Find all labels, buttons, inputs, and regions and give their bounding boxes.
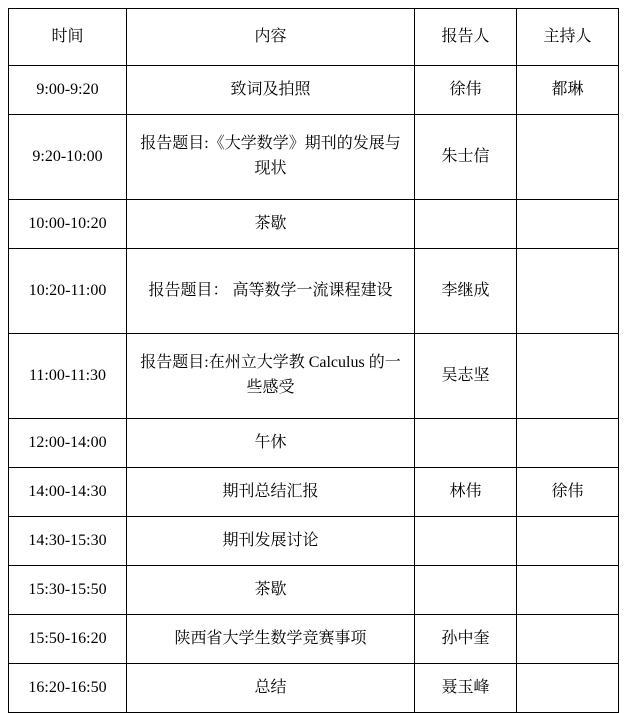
cell-time: 15:30-15:50 bbox=[9, 566, 127, 615]
table-row bbox=[9, 115, 619, 200]
column-header-speaker: 报告人 bbox=[415, 9, 517, 66]
cell-speaker bbox=[415, 200, 517, 249]
cell-content: 报告题目:《大学数学》期刊的发展与现状 bbox=[127, 115, 415, 200]
cell-host: 都琳 bbox=[517, 66, 619, 115]
cell-content: 报告题目:在州立大学教 Calculus 的一些感受 bbox=[127, 334, 415, 419]
cell-content: 期刊总结汇报 bbox=[127, 468, 415, 517]
cell-speaker: 徐伟 bbox=[415, 66, 517, 115]
table-row bbox=[9, 249, 619, 334]
cell-speaker bbox=[415, 419, 517, 468]
cell-content: 茶歇 bbox=[127, 566, 415, 615]
cell-time: 12:00-14:00 bbox=[9, 419, 127, 468]
cell-time: 14:00-14:30 bbox=[9, 468, 127, 517]
cell-speaker bbox=[415, 566, 517, 615]
cell-speaker: 林伟 bbox=[415, 468, 517, 517]
cell-speaker: 聂玉峰 bbox=[415, 664, 517, 713]
table-row bbox=[9, 334, 619, 419]
cell-time: 9:00-9:20 bbox=[9, 66, 127, 115]
cell-speaker bbox=[415, 517, 517, 566]
cell-speaker: 朱士信 bbox=[415, 115, 517, 200]
table-row bbox=[9, 615, 619, 664]
table-row bbox=[9, 664, 619, 713]
cell-host bbox=[517, 419, 619, 468]
cell-content: 陕西省大学生数学竞赛事项 bbox=[127, 615, 415, 664]
cell-time: 9:20-10:00 bbox=[9, 115, 127, 200]
table-row bbox=[9, 517, 619, 566]
column-header-time: 时间 bbox=[9, 9, 127, 66]
cell-content: 报告题目： 高等数学一流课程建设 bbox=[127, 249, 415, 334]
cell-host bbox=[517, 566, 619, 615]
table-row bbox=[9, 419, 619, 468]
cell-speaker: 吴志坚 bbox=[415, 334, 517, 419]
cell-content: 茶歇 bbox=[127, 200, 415, 249]
cell-content: 致词及拍照 bbox=[127, 66, 415, 115]
column-header-content: 内容 bbox=[127, 9, 415, 66]
cell-time: 11:00-11:30 bbox=[9, 334, 127, 419]
cell-content: 期刊发展讨论 bbox=[127, 517, 415, 566]
cell-host bbox=[517, 249, 619, 334]
cell-host bbox=[517, 200, 619, 249]
cell-time: 16:20-16:50 bbox=[9, 664, 127, 713]
cell-speaker: 李继成 bbox=[415, 249, 517, 334]
cell-content: 午休 bbox=[127, 419, 415, 468]
cell-host bbox=[517, 517, 619, 566]
cell-time: 14:30-15:30 bbox=[9, 517, 127, 566]
cell-host: 徐伟 bbox=[517, 468, 619, 517]
table-row bbox=[9, 468, 619, 517]
cell-time: 15:50-16:20 bbox=[9, 615, 127, 664]
table-row bbox=[9, 66, 619, 115]
column-header-host: 主持人 bbox=[517, 9, 619, 66]
cell-host bbox=[517, 615, 619, 664]
cell-time: 10:20-11:00 bbox=[9, 249, 127, 334]
cell-host bbox=[517, 334, 619, 419]
cell-host bbox=[517, 664, 619, 713]
cell-speaker: 孙中奎 bbox=[415, 615, 517, 664]
cell-content: 总结 bbox=[127, 664, 415, 713]
schedule-table bbox=[8, 8, 619, 713]
cell-time: 10:00-10:20 bbox=[9, 200, 127, 249]
table-header-row bbox=[9, 9, 619, 66]
cell-host bbox=[517, 115, 619, 200]
table-row bbox=[9, 200, 619, 249]
table-row bbox=[9, 566, 619, 615]
